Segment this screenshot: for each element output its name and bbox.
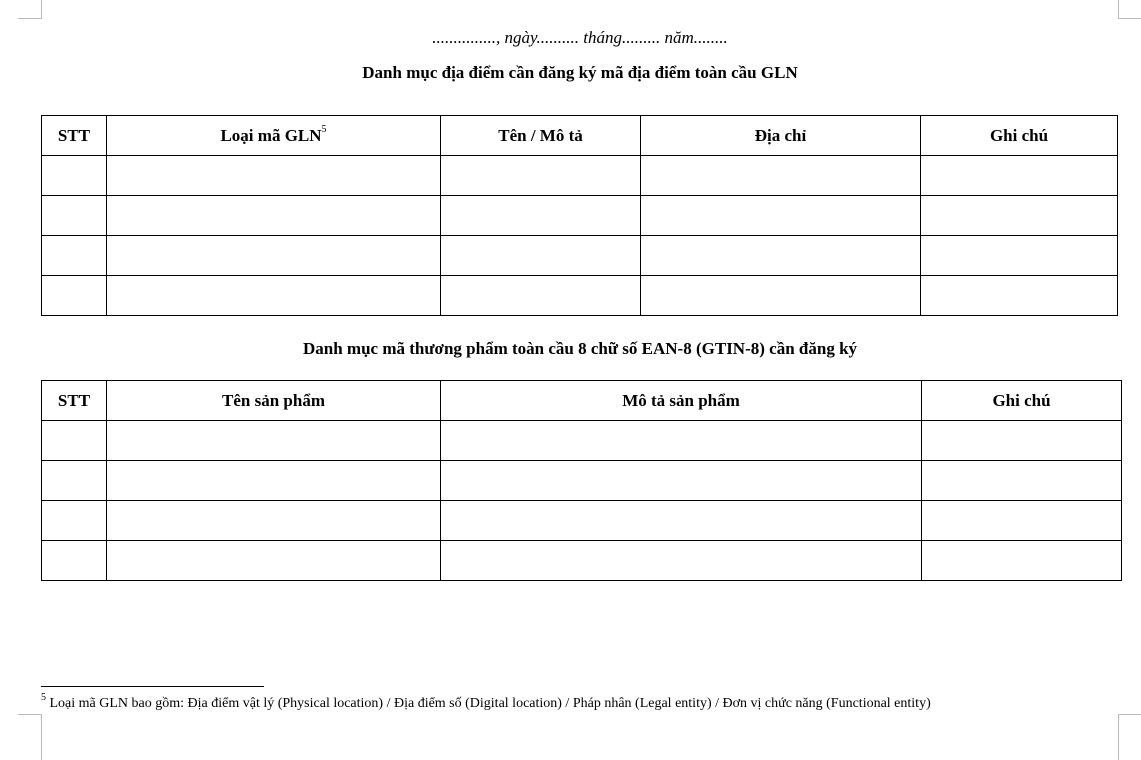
crop-mark-top-left-h [18,18,42,19]
gln-header-type-label: Loại mã GLN [220,125,322,145]
gln-table [41,115,1118,316]
crop-mark-top-left [41,0,42,19]
gln-table-header [42,116,1118,156]
table-cell[interactable] [42,236,107,276]
table-row [42,421,1122,461]
footnote [41,692,931,712]
table-row [42,541,1122,581]
ean8-header-notes: Ghi chú [922,381,1122,421]
table-cell[interactable] [42,461,107,501]
table-row [42,276,1118,316]
table-cell[interactable] [922,541,1122,581]
table-cell[interactable] [107,276,441,316]
table-cell[interactable] [42,541,107,581]
table-cell[interactable] [42,276,107,316]
table-cell[interactable] [921,276,1118,316]
table-row [42,501,1122,541]
date-line: ..............., ngày.......... tháng......... năm........ [432,28,728,47]
crop-mark-bottom-right [1118,714,1119,760]
table-cell[interactable] [641,236,921,276]
footnote-number: 5 [41,692,46,703]
table-cell[interactable] [42,501,107,541]
table-cell[interactable] [107,236,441,276]
footnote-text: Loại mã GLN bao gồm: Địa điểm vật lý (Physical location) / Địa điểm số (Digital location) / Pháp nhân (Legal entity) / Đơn vị chức năng (Functional entity) [46,696,931,711]
crop-mark-bottom-left-h [18,714,42,715]
table-row [42,236,1118,276]
table-cell[interactable] [441,156,641,196]
crop-mark-top-right-h [1118,18,1141,19]
table-cell[interactable] [107,421,441,461]
table-cell[interactable] [441,276,641,316]
crop-mark-bottom-left [41,714,42,760]
footnote-separator [41,686,264,687]
table-cell[interactable] [441,196,641,236]
table-cell[interactable] [922,501,1122,541]
crop-mark-bottom-right-h [1118,714,1141,715]
ean8-header-product-name: Tên sản phẩm [107,381,441,421]
table-cell[interactable] [42,421,107,461]
table-row [42,196,1118,236]
table-cell[interactable] [441,541,922,581]
table-cell[interactable] [441,501,922,541]
table-cell[interactable] [42,156,107,196]
table-cell[interactable] [441,421,922,461]
table-cell[interactable] [641,156,921,196]
table-cell[interactable] [107,461,441,501]
table-cell[interactable] [42,196,107,236]
gln-section-title: Danh mục địa điểm cần đăng ký mã địa điểm toàn cầu GLN [362,63,798,82]
crop-mark-top-right [1118,0,1119,19]
table-cell[interactable] [441,461,922,501]
ean8-header-stt: STT [42,381,107,421]
footnote-ref[interactable]: 5 [321,123,327,135]
table-row [42,461,1122,501]
gln-header-address: Địa chỉ [641,116,921,156]
table-cell[interactable] [641,196,921,236]
table-cell[interactable] [921,156,1118,196]
gln-header-notes: Ghi chú [921,116,1118,156]
table-cell[interactable] [107,156,441,196]
ean8-header-product-desc: Mô tả sản phẩm [441,381,922,421]
table-cell[interactable] [921,236,1118,276]
table-cell[interactable] [921,196,1118,236]
table-cell[interactable] [107,541,441,581]
table-row [42,156,1118,196]
gln-header-stt: STT [42,116,107,156]
ean8-section-title: Danh mục mã thương phẩm toàn cầu 8 chữ số EAN-8 (GTIN-8) cần đăng ký [302,339,858,358]
table-cell[interactable] [641,276,921,316]
ean8-table [41,380,1122,581]
table-cell[interactable] [441,236,641,276]
table-cell[interactable] [922,421,1122,461]
table-cell[interactable] [107,501,441,541]
ean8-table-header [42,381,1122,421]
gln-header-type [107,116,441,156]
gln-header-name: Tên / Mô tả [441,116,641,156]
table-cell[interactable] [922,461,1122,501]
table-cell[interactable] [107,196,441,236]
